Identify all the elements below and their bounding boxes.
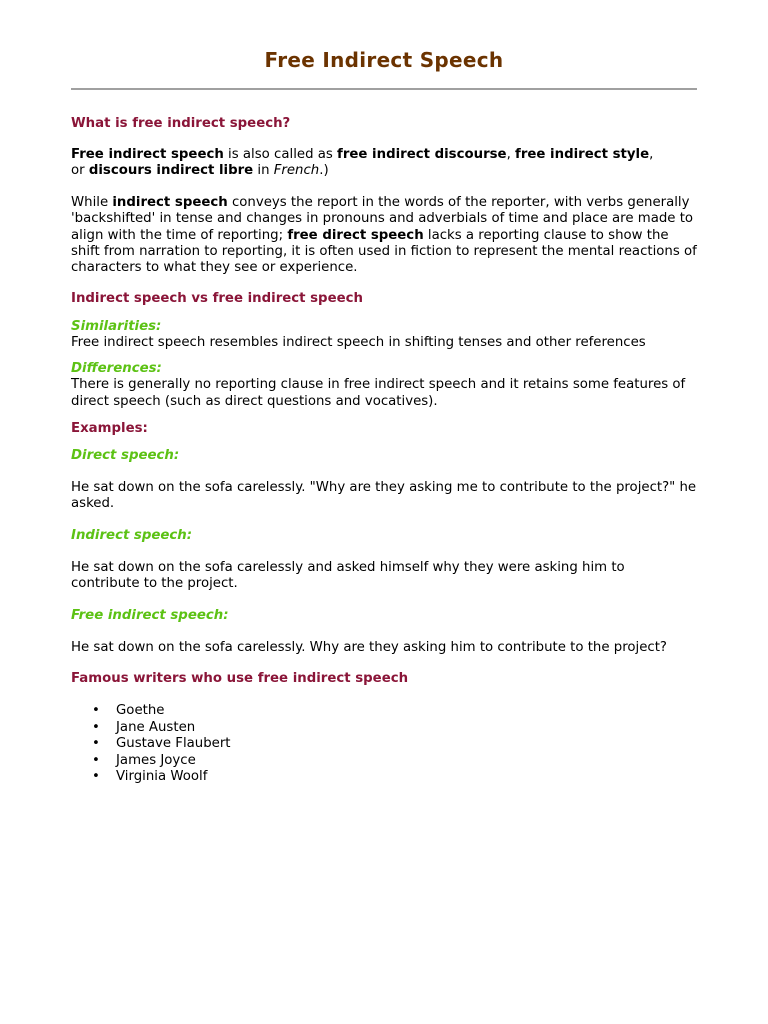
text-fragment: lacks a reporting clause to show the shift from narration to reporting, it is often used in fiction to represent the mental reactions of characters to what they see or experience. [71, 227, 697, 276]
text-differences: There is generally no reporting clause in free indirect speech and it retains some features of direct speech (such as direct questions and vocatives). [71, 377, 686, 409]
label-differences: Differences: [71, 361, 162, 377]
bullet-icon: • [92, 703, 100, 719]
list-item [71, 720, 697, 737]
writer-name: Goethe [116, 703, 165, 719]
list-item [71, 753, 697, 770]
writer-name: Gustave Flaubert [116, 736, 231, 752]
label-free-indirect-speech: Free indirect speech: [71, 607, 229, 623]
document-page [71, 0, 697, 786]
term-free-indirect-speech: Free indirect speech [71, 147, 224, 162]
heading-indirect-vs-free: Indirect speech vs free indirect speech [71, 290, 363, 306]
bullet-icon: • [92, 769, 100, 785]
label-direct-speech: Direct speech: [71, 448, 180, 464]
label-similarities: Similarities: [71, 318, 162, 334]
term-free-indirect-discourse: free indirect discourse [337, 147, 507, 162]
text-fragment: , [506, 147, 516, 162]
text-similarities: Free indirect speech resembles indirect speech in shifting tenses and other references [71, 334, 646, 350]
page-title: Free Indirect Speech [264, 48, 504, 72]
text-fragment: , [649, 147, 654, 162]
text-fragment: .) [319, 163, 329, 179]
heading-examples: Examples: [71, 421, 148, 437]
list-item [71, 703, 697, 720]
writer-name: Jane Austen [116, 719, 196, 735]
term-indirect-speech: indirect speech [112, 194, 228, 210]
term-free-indirect-style: free indirect style [515, 147, 650, 162]
writer-name: James Joyce [116, 752, 196, 768]
text-indirect-speech: He sat down on the sofa carelessly and asked himself why they were asking him to contribute to the project. [71, 559, 625, 592]
text-fragment: or [71, 163, 89, 179]
writer-name: Virginia Woolf [116, 769, 208, 785]
term-free-direct-speech: free direct speech [287, 227, 424, 243]
heading-what-is: What is free indirect speech? [71, 116, 291, 131]
heading-famous-writers: Famous writers who use free indirect speech [71, 671, 409, 687]
writers-list [71, 703, 697, 786]
text-fragment: conveys the report in the words of the reporter, with verbs generally 'backshifted' in tense and changes in pronouns and adverbials of time and place are made to align with the time of reporting; [71, 194, 694, 243]
text-direct-speech: He sat down on the sofa carelessly. "Why are they asking me to contribute to the project?" he asked. [71, 480, 697, 512]
bullet-icon: • [92, 736, 100, 752]
bullet-icon: • [92, 752, 100, 768]
term-discours-indirect-libre: discours indirect libre [88, 163, 254, 179]
term-french: French [273, 163, 320, 179]
list-item [71, 736, 697, 753]
text-free-indirect-speech: He sat down on the sofa carelessly. Why are they asking him to contribute to the project? [71, 639, 667, 655]
bullet-icon: • [92, 719, 100, 735]
paragraph-comparison [71, 195, 697, 277]
text-fragment: While [71, 194, 113, 210]
text-fragment: is also called as [223, 147, 338, 162]
title-divider [71, 88, 697, 90]
list-item [71, 769, 697, 786]
paragraph-definition [71, 147, 697, 180]
label-indirect-speech: Indirect speech: [71, 527, 193, 543]
text-fragment: in [253, 163, 274, 179]
